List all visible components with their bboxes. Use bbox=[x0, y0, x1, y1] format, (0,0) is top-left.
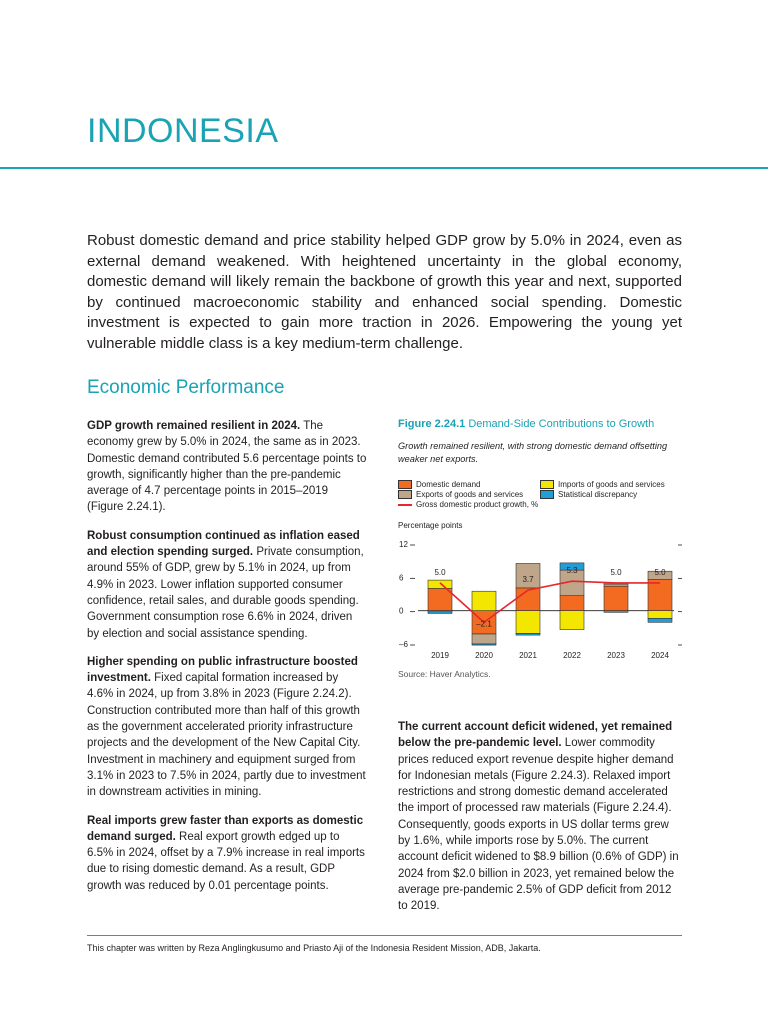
paragraph-lead: The current account deficit widened, yet remained below the pre-pandemic level. bbox=[398, 721, 673, 750]
bar-segment bbox=[560, 611, 584, 630]
x-tick-label: 2023 bbox=[607, 651, 625, 660]
bar-segment bbox=[428, 580, 452, 588]
bar-segment bbox=[604, 611, 628, 613]
legend-swatch bbox=[540, 490, 554, 499]
bar-segment bbox=[516, 611, 540, 634]
bar-segment bbox=[516, 633, 540, 635]
paragraph-text: Real export growth edged up to 6.5% in 2024, offset by a 7.9% increase in real imports due to rising domestic demand. As a result, GDP growth was reduced by 0.01 percentage points. bbox=[87, 830, 365, 892]
legend-label: Imports of goods and services bbox=[558, 480, 665, 489]
x-tick-label: 2021 bbox=[519, 651, 537, 660]
legend-line-swatch bbox=[398, 504, 412, 506]
intro-paragraph: Robust domestic demand and price stability helped GDP grow by 5.0% in 2024, even as external demand weakened. With heightened uncertainty in the global economy, domestic demand will likely remain the backbone of growth this year and next, supported by continued macroeconomic stability and enhanced social spending. Domestic investment is expected to gain more traction in 2026. Empowering the young yet vulnerable middle class is a key medium-term challenge. bbox=[87, 232, 682, 352]
y-tick-label: –6 bbox=[399, 640, 408, 649]
data-label: 5.3 bbox=[566, 566, 578, 576]
bar-segment bbox=[648, 611, 672, 619]
legend-label: Exports of goods and services bbox=[416, 490, 524, 499]
paragraph-lead: Higher spending on public infrastructure boosted investment. bbox=[87, 655, 358, 685]
legend-swatch bbox=[540, 480, 554, 489]
x-tick-label: 2019 bbox=[431, 651, 449, 660]
legend-swatch bbox=[398, 480, 412, 489]
paragraph-lead: Robust consumption continued as inflation eased and election spending surged. bbox=[87, 529, 360, 559]
bar-segment bbox=[472, 634, 496, 644]
legend-label: Gross domestic product growth, % bbox=[416, 500, 539, 509]
legend-swatch bbox=[398, 490, 412, 499]
left-column bbox=[87, 418, 367, 906]
bar-segment bbox=[472, 644, 496, 645]
demand-contributions-chart bbox=[390, 532, 690, 662]
bar-segment bbox=[428, 588, 452, 610]
figure-title bbox=[398, 418, 654, 430]
paragraph-lead: GDP growth remained resilient in 2024. bbox=[87, 420, 301, 432]
footnote-divider bbox=[87, 935, 682, 936]
paragraph-text: Private consumption, around 55% of GDP, grew by 5.1% in 2024, up from 4.9% in 2023. Lower inflation supported consumer confidence, retail sales, and durable goods spending. Government consumption rose 6.6% in 2024, driven by election and social assistance spending. bbox=[87, 546, 364, 640]
data-label: 3.7 bbox=[522, 575, 534, 585]
figure-title-text: Demand-Side Contributions to Growth bbox=[468, 418, 655, 430]
y-tick-label: 0 bbox=[399, 606, 404, 616]
data-label: 5.0 bbox=[434, 567, 446, 577]
section-heading: Economic Performance bbox=[87, 377, 285, 398]
y-tick-label: 12 bbox=[399, 540, 408, 549]
legend-item bbox=[540, 489, 637, 500]
bar-segment bbox=[604, 584, 628, 586]
data-label: –2.1 bbox=[476, 619, 492, 629]
y-axis-title: Percentage points bbox=[398, 521, 463, 530]
paragraph-lead: Real imports grew faster than exports as domestic demand surged. bbox=[87, 814, 364, 843]
bar-segment bbox=[516, 588, 540, 611]
bar-segment bbox=[604, 586, 628, 610]
paragraph-text: Lower commodity prices reduced export revenue despite higher demand for Indonesian metals (Figure 2.24.3). Relaxed import restrictions and strong domestic demand accelerated the import of processed raw materials (Figure 2.24.4). Consequently, goods exports in US dollar terms grew by 1.6%, while imports rose by 5.0%. The current account deficit widened to $8.9 billion (0.6% of GDP) in 2024 from $2.0 billion in 2023, yet remained below the average pre-pandemic 2.5% of GDP deficit from 2012 to 2019. bbox=[398, 737, 679, 913]
x-tick-label: 2020 bbox=[475, 651, 493, 660]
paragraph bbox=[87, 528, 367, 642]
paragraph bbox=[398, 719, 683, 915]
paragraph-text: Fixed capital formation increased by 4.6% in 2024, up from 3.8% in 2023 (Figure 2.24.2). Construction contributed more than half of this growth as the government accelerated priority infrastructure projects and the development of the New Capital City. Investment in machinery and equipment surged from 3.1% in 2023 to 7.5% in 2024, partly due to investment in downstream activities in mining. bbox=[87, 672, 366, 799]
paragraph-text: The economy grew by 5.0% in 2024, the same as in 2023. Domestic demand contributed 5.6 percentage points to growth, significantly higher than the pre-pandemic average of 4.7 percentage points in 2015–2019 (Figure 2.24.1). bbox=[87, 420, 367, 514]
x-tick-label: 2024 bbox=[651, 651, 669, 660]
x-tick-label: 2022 bbox=[563, 651, 581, 660]
paragraph bbox=[87, 418, 367, 516]
legend-item bbox=[398, 499, 538, 510]
bar-segment bbox=[472, 591, 496, 610]
bar-segment bbox=[560, 596, 584, 611]
y-tick-label: 6 bbox=[399, 573, 404, 583]
figure-number: Figure 2.24.1 bbox=[398, 418, 466, 430]
chapter-title: INDONESIA bbox=[87, 112, 279, 150]
paragraph bbox=[87, 813, 367, 894]
bar-segment bbox=[428, 612, 452, 614]
figure-source: Source: Haver Analytics. bbox=[398, 669, 491, 679]
figure-subtitle: Growth remained resilient, with strong domestic demand offsetting weaker net exports. bbox=[398, 441, 668, 464]
bar-segment bbox=[648, 580, 672, 611]
legend-label: Domestic demand bbox=[416, 480, 481, 489]
bar-segment bbox=[648, 618, 672, 622]
data-label: 5.0 bbox=[654, 567, 666, 577]
footnote: This chapter was written by Reza Anglingkusumo and Priasto Aji of the Indonesia Resident Mission, ADB, Jakarta. bbox=[87, 943, 541, 953]
right-column bbox=[398, 719, 683, 927]
paragraph bbox=[87, 654, 367, 801]
data-label: 5.0 bbox=[610, 567, 622, 577]
title-divider bbox=[0, 167, 768, 169]
legend-label: Statistical discrepancy bbox=[558, 490, 638, 499]
